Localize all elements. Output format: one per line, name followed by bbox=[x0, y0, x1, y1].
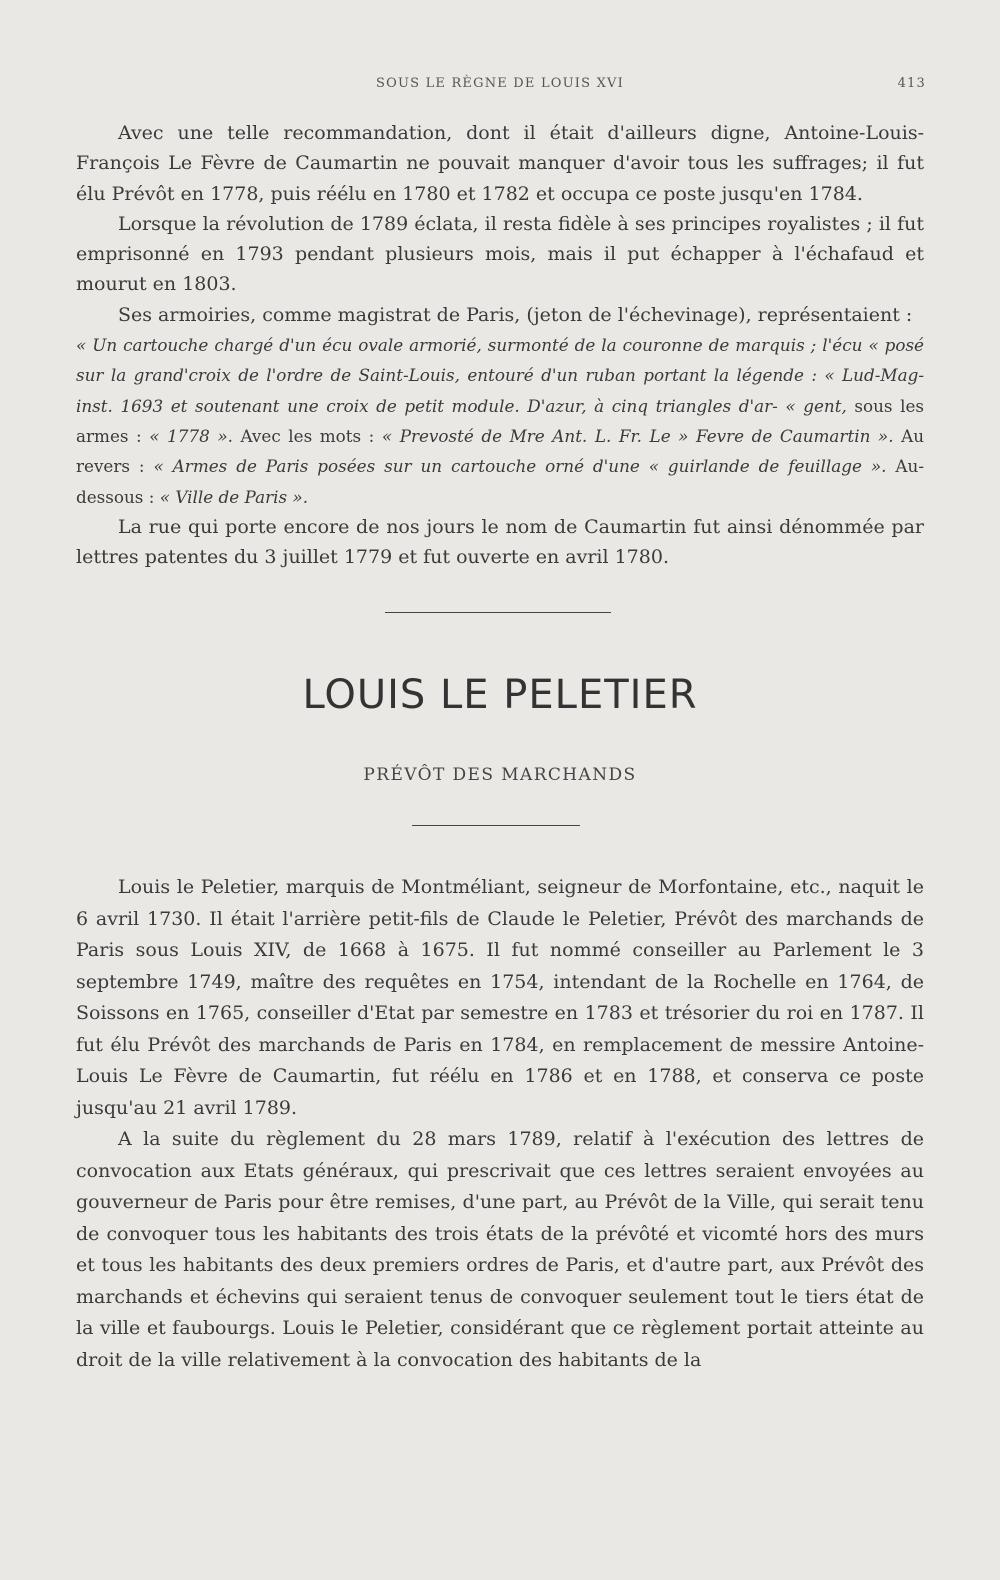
plain-text: Au-dessous : bbox=[76, 456, 925, 507]
section-le-peletier bbox=[76, 872, 924, 1376]
paragraph: A la suite du règlement du 28 mars 1789, relatif à l'exécution des lettres de convocation aux Etats généraux, qui prescrivait que ces lettres seraient envoyées au gouverneur de Paris pour être remises, d'une part, au Prévôt de la Ville, qui serait tenu de convoquer tous les habitants des trois états de la prévôté et vicomté hors des murs et tous les habitants des deux premiers ordres de Paris, et d'autre part, aux Prévôt des marchands et échevins qui seraient tenus de convoquer seulement tout le tiers état de la ville et faubourgs. Louis le Peletier, considérant que ce règlement portait atteinte au droit de la ville relativement à la convocation des habitants de la bbox=[76, 1128, 924, 1371]
paragraph: Lorsque la révolution de 1789 éclata, il resta fidèle à ses principes royalistes ; il fut emprisonné en 1793 pendant plusieurs mois, mais il put échapper à l'échafaud et mourut en 1803. bbox=[76, 212, 924, 296]
quote-text: « Armes de Paris posées sur un cartouche orné d'une « guirlande de feuillage ». bbox=[153, 456, 887, 477]
plain-text: sous les armes : bbox=[76, 395, 924, 446]
quote-text: « 1778 ». bbox=[149, 425, 233, 446]
section-divider bbox=[385, 612, 611, 613]
chapter-subtitle: PRÉVÔT DES MARCHANDS bbox=[363, 765, 637, 785]
quote-text: « Ville de Paris ». bbox=[159, 486, 309, 507]
armoiries-description bbox=[76, 330, 924, 512]
paragraph: La rue qui porte encore de nos jours le nom de Caumartin fut ainsi dénommée par lettres patentes du 3 juillet 1779 et fut ouverte en avril 1780. bbox=[76, 515, 924, 569]
section-caumartin bbox=[76, 118, 924, 572]
plain-text: Avec les mots : bbox=[232, 425, 382, 446]
quote-text: « Prevosté de Mre Ant. L. Fr. Le » Fevre de Caumartin ». bbox=[381, 425, 894, 446]
title-divider bbox=[412, 825, 580, 826]
paragraph: Avec une telle recommandation, dont il était d'ailleurs digne, Antoine-Louis-François Le Fèvre de Caumartin ne pouvait manquer d'avoir tous les suffrages; il fut élu Prévôt en 1778, puis réélu en 1780 et 1782 et occupa ce poste jusqu'en 1784. bbox=[76, 122, 924, 205]
running-header bbox=[74, 76, 926, 100]
paragraph: Louis le Peletier, marquis de Montméliant, seigneur de Morfontaine, etc., naquit le 6 avril 1730. Il était l'arrière petit-fils de Claude le Peletier, Prévôt des marchands de Paris sous Louis XIV, de 1668 à 1675. Il fut nommé conseiller au Parlement le 3 septembre 1749, maître des requêtes en 1754, intendant de la Rochelle en 1764, de Soissons en 1765, conseiller d'Etat par semestre en 1783 et trésorier du roi en 1787. Il fut élu Prévôt des marchands de Paris en 1784, en remplacement de messire Antoine-Louis Le Fèvre de Caumartin, fut réélu en 1786 et en 1788, et conserva ce poste jusqu'au 21 avril 1789. bbox=[76, 876, 924, 1119]
running-title: SOUS LE RÈGNE DE LOUIS XVI bbox=[376, 76, 624, 91]
plain-text: Au revers : bbox=[76, 425, 925, 477]
paragraph: Ses armoiries, comme magistrat de Paris, (jeton de l'échevinage), représentaient : bbox=[118, 303, 913, 326]
chapter-title: LOUIS LE PELETIER bbox=[302, 672, 698, 718]
quote-text: « Un cartouche chargé d'un écu ovale armorié, surmonté de la couronne de marquis ; l'écu « posé sur la grand'croix de l'ordre de Saint-Louis, entouré d'un ruban portant la légende : « Lud-Mag-inst. 1693 et soutenant une croix de petit module. D'azur, à cinq triangles d'ar- « gent, bbox=[76, 335, 924, 416]
page-number: 413 bbox=[897, 76, 926, 91]
